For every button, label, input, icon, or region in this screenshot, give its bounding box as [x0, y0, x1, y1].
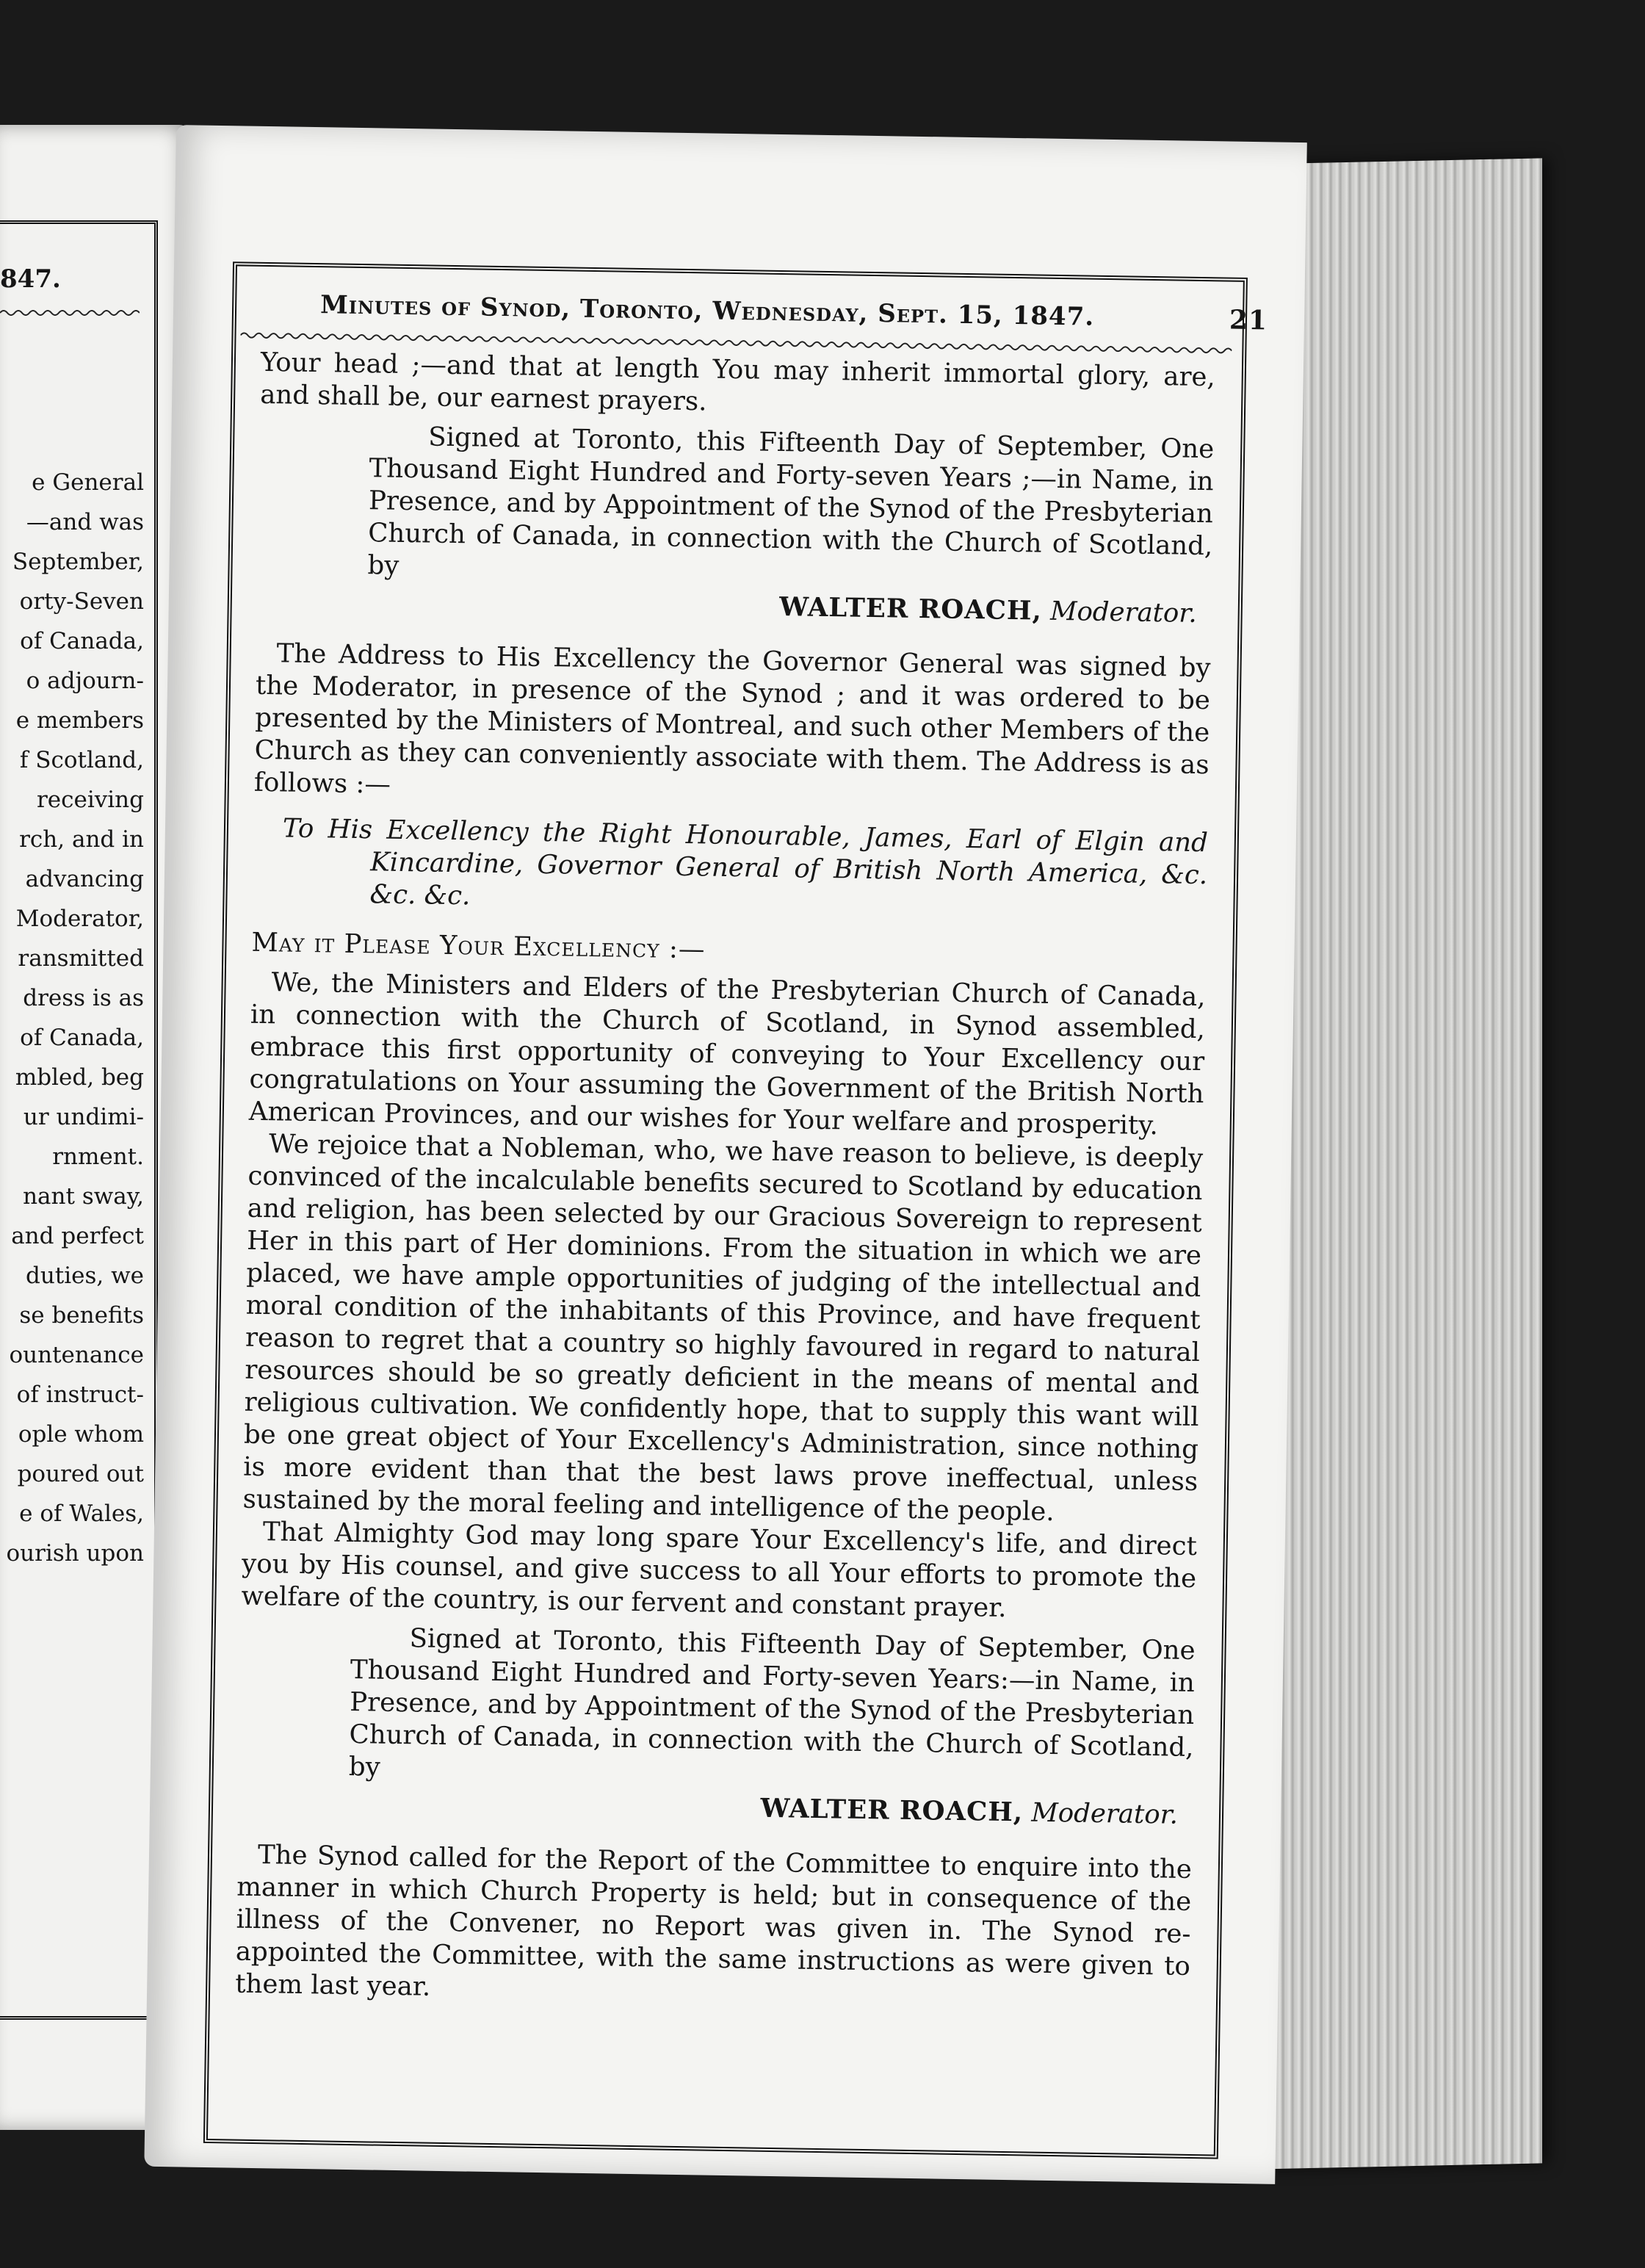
running-title: Minutes of Synod, Toronto, Wednesday, Sept. 15, 1847.: [319, 290, 1095, 332]
left-page-line: advancing: [25, 866, 144, 892]
signatory-name-1: WALTER ROACH,: [778, 591, 1043, 626]
left-page-line: e of Wales,: [19, 1500, 144, 1527]
left-page-line: e General: [32, 469, 144, 496]
left-page-line: —and was: [26, 509, 144, 535]
left-page-line: mbled, beg: [15, 1064, 144, 1091]
left-page-line: of Canada,: [20, 1025, 144, 1051]
left-page-line: September,: [12, 549, 144, 575]
left-page-line: orty-Seven: [19, 588, 144, 615]
address-heading: To His Excellency the Right Honourable, James, Earl of Elgin and Kincardine, Governor General of British North America, &c. &c. &c.: [282, 813, 1209, 911]
left-page-line: ransmitted: [18, 945, 144, 972]
left-page-line: and perfect: [11, 1223, 144, 1249]
left-page-line: duties, we: [25, 1263, 144, 1289]
left-page-line: poured out: [17, 1461, 144, 1487]
paragraph-congratulations: We, the Ministers and Elders of the Presbyterian Church of Canada, in connection with the Church of Scotland, in Synod assembled, embrace this first opportunity of conveying to Your Excellency our congratulations on Your assuming the Government of the British North American Provinces, and our wishes for Your welfare and prosperity.: [248, 967, 1206, 1141]
paragraph-address-signed: The Address to His Excellency the Governor General was signed by the Moderator, in presence of the Synod ; and it was ordered to be presented by the Ministers of Montreal, and such other Members of the Church as they can conveniently associate with them. The Address is as follows :—: [253, 638, 1211, 800]
left-page-text: [0, 463, 144, 1573]
left-head-rule: [0, 307, 140, 319]
paragraph-rejoice: We rejoice that a Nobleman, who, we have reason to believe, is deeply convinced of the incalculable benefits secured to Scotland by education and religion, has been selected by our Gracious Sovereign to represent Her in this part of Her dominions. From the situation in which we are placed, we have ample opportunities of judging of the intellectual and moral condition of the inhabitants of this Province, and have frequent reason to regret that a country so highly favoured in regard to natural resources should be so greatly deficient in the means of mental and religious cultivation. We confidently hope, that to supply this want will be one great object of Your Excellency's Administration, since nothing is more evident than that the best laws prove ineffectual, unless sustained by the moral feeling and intelligence of the people.: [242, 1129, 1204, 1528]
signatory-name-2: WALTER ROACH,: [760, 1793, 1024, 1828]
left-page-line: of instruct-: [16, 1382, 144, 1408]
left-page-line: ople whom: [18, 1421, 144, 1448]
left-page-line: o adjourn-: [26, 668, 144, 694]
left-page-line: rnment.: [52, 1144, 144, 1170]
left-page-line: nant sway,: [23, 1183, 144, 1210]
page-number: 21: [1229, 304, 1268, 336]
paragraph-closing-prayer: That Almighty God may long spare Your Excellency's life, and direct you by His counsel, and give success to all Your efforts to promote the welfare of the country, is our fervent and constant prayer.: [241, 1517, 1198, 1624]
right-page: [144, 125, 1306, 2184]
left-page-line: f Scotland,: [19, 747, 144, 773]
signatory-title-2: Moderator.: [1031, 1797, 1179, 1830]
left-page-line: e members: [15, 707, 144, 734]
left-page-line: of Canada,: [20, 628, 144, 654]
left-page-line: dress is as: [23, 985, 144, 1011]
signature-block-1: Signed at Toronto, this Fifteenth Day of September, One Thousand Eight Hundred and Forty-seven Years ;—in Name, in Presence, and by Appointment of the Synod of the Presbyterian Church of Canada, in connection with the Church of Scotland, by: [367, 422, 1215, 581]
left-page-line: receiving: [36, 787, 144, 813]
left-page-year: 847.: [0, 264, 61, 294]
page-body: [235, 347, 1215, 2015]
paragraph-church-property: The Synod called for the Report of the Committee to enquire into the manner in which Church Property is held; but in consequence of the illness of the Convener, no Report was given in. The Synod re-appointed the Committee, with the same instructions as were given to them last year.: [234, 1840, 1193, 2002]
paragraph-prayer-end: Your head ;—and that at length You may inherit immortal glory, are, and shall be, our earnest prayers.: [259, 347, 1216, 417]
left-page-line: rch, and in: [19, 826, 144, 853]
left-page-line: ourish upon: [6, 1540, 144, 1567]
salutation: May it Please Your Excellency :—: [251, 927, 706, 965]
left-page-line: ur undimi-: [23, 1104, 144, 1130]
signatory-title-1: Moderator.: [1049, 596, 1198, 629]
left-page-line: ountenance: [9, 1342, 144, 1368]
left-page-line: se benefits: [19, 1302, 144, 1329]
signature-block-2: Signed at Toronto, this Fifteenth Day of September, One Thousand Eight Hundred and Forty-seven Years:—in Name, in Presence, and by Appointment of the Synod of the Presbyterian Church of Canada, in connection with the Church of Scotland, by: [348, 1623, 1196, 1783]
left-page-line: Moderator,: [15, 906, 144, 932]
